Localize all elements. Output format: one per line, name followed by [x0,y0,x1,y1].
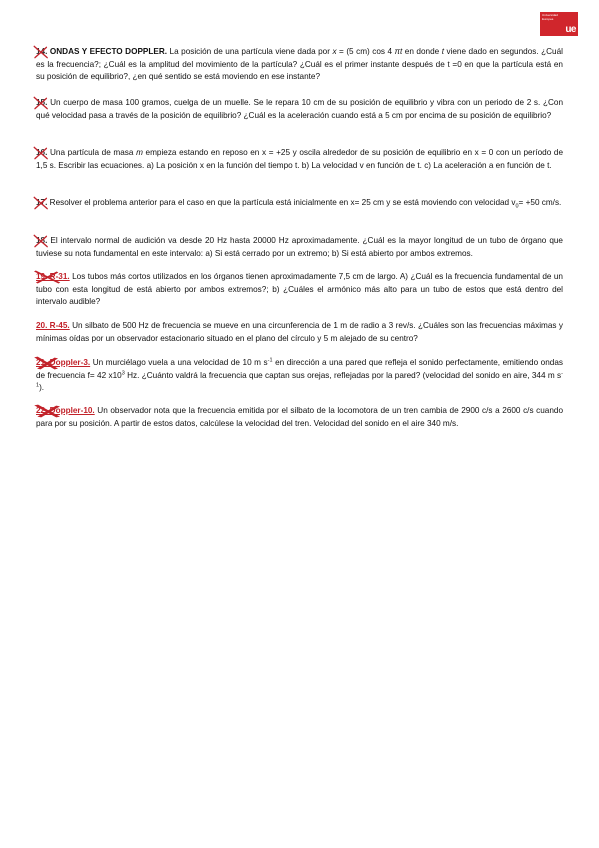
superscript: 3 [121,369,125,376]
problem-text: Resolver el problema anterior para el caso en que la partícula está inicialmente en x= 25 cm y se está moviendo con velocidad v [47,198,516,207]
problem-number: 18. [36,235,47,248]
problem-number: 22. Doppler-10. [36,405,95,418]
problem-21 [36,357,563,395]
logo-line-1: Universidad [542,13,558,17]
math-var: m [136,148,143,157]
problem-16 [36,147,563,172]
problem-number: 14. [36,46,47,59]
math-var: πt [394,47,403,56]
problem-heading: ONDAS Y EFECTO DOPPLER. [47,47,168,56]
problem-22 [36,405,563,430]
math-var: x [332,47,337,56]
problem-text: empieza estando en reposo en x = +25 y oscila alrededor de su posición de equilibrio en x = 0 con un período de 1,5 s. Escribir las ecuaciones. a) La posición x en la función del tiempo t. b) La velocidad v en función de t. c) La aceleración a en función de t. [36,148,563,170]
problem-text: El intervalo normal de audición va desde 20 Hz hasta 20000 Hz aproximadamente. ¿Cuál es la mayor longitud de un tubo de órgano que tuviese su nota fundamental en este intervalo: a) Si está cerrado por un extremo; b) Si está abierto por ambos extremos. [36,236,563,258]
problem-text: Hz. ¿Cuánto valdrá la frecuencia que captan sus orejas, reflejadas por la pared? (velocidad del sonido en aire, 344 m s [124,370,562,380]
problem-text: Un silbato de 500 Hz de frecuencia se mueve en una circunferencia de 1 m de radio a 3 rev/s. ¿Cuáles son las frecuencias máximas y mínimas oídas por un observador estacionario situado en el plano del círculo y 5 m alejado de su centro? [36,321,563,343]
problem-number: 17. [36,197,47,210]
problem-text: ). [39,383,45,393]
problem-15 [36,97,563,122]
problem-text: = +50 cm/s. [518,198,562,207]
problem-19 [36,271,563,309]
problem-20 [36,320,563,345]
problem-text: Un murciélago vuela a una velocidad de 10 m s [90,358,268,367]
math-var: t [441,47,444,56]
problem-number: 16. [36,147,47,160]
problem-text: viene dado en segundos. ¿Cuál es la frecuencia?; ¿Cuál es la amplitud del movimiento de la partícula? ¿Cuál es el primer instante después de t =0 en que la partícula está en su posición de equilibrio?, ¿en qué sentido se está moviendo en ese instante? [36,47,563,82]
problem-number: 15. [36,97,47,110]
problem-text: Los tubos más cortos utilizados en los órganos tienen aproximadamente 7,5 cm de largo. A) ¿Cuál es la frecuencia fundamental de un tubo con esta longitud de está abierto por ambos extremos?; b) ¿Cuáles el armónico más alto para un tubo de estos que está dentro del intervalo audible? [36,272,563,307]
university-logo [540,12,578,36]
superscript: -1 [36,369,563,389]
problem-18 [36,235,563,260]
problem-text: = (5 cm) cos 4 [336,47,395,56]
problem-number: 19. R-31. [36,271,70,284]
problem-text: La posición de una partícula viene dada por [167,47,333,56]
logo-line-2: Europea [542,17,554,21]
logo-mark: ue [565,24,576,35]
problem-17 [36,197,563,210]
problem-14 [36,46,563,84]
problem-number: 21. Doppler-3. [36,357,90,370]
problem-text: en dirección a una pared que refleja el sonido perfectamente, emitiendo ondas de frecuencia f= 42 x10 [36,358,563,380]
problem-text: en donde [402,47,442,56]
problem-text: Un cuerpo de masa 100 gramos, cuelga de un muelle. Se le repara 10 cm de su posición de equilibrio y vibra con un periodo de 2 s. ¿Con qué velocidad pasa a través de la posición de equilibrio? ¿Cuál es la aceleración cuando está a 5 cm por encima de su posición de equilibrio? [36,98,563,120]
problem-number: 20. R-45. [36,321,70,330]
problem-text: Un observador nota que la frecuencia emitida por el silbato de la locomotora de un tren cambia de 2900 c/s a 2600 c/s cuando para por su posición. A partir de estos datos, calcúlese la velocidad del tren. Velocidad del sonido en el aire 340 m/s. [36,406,563,428]
problem-text: Una partícula de masa [47,148,137,157]
subscript: 0 [515,203,519,210]
superscript: -1 [267,357,273,364]
